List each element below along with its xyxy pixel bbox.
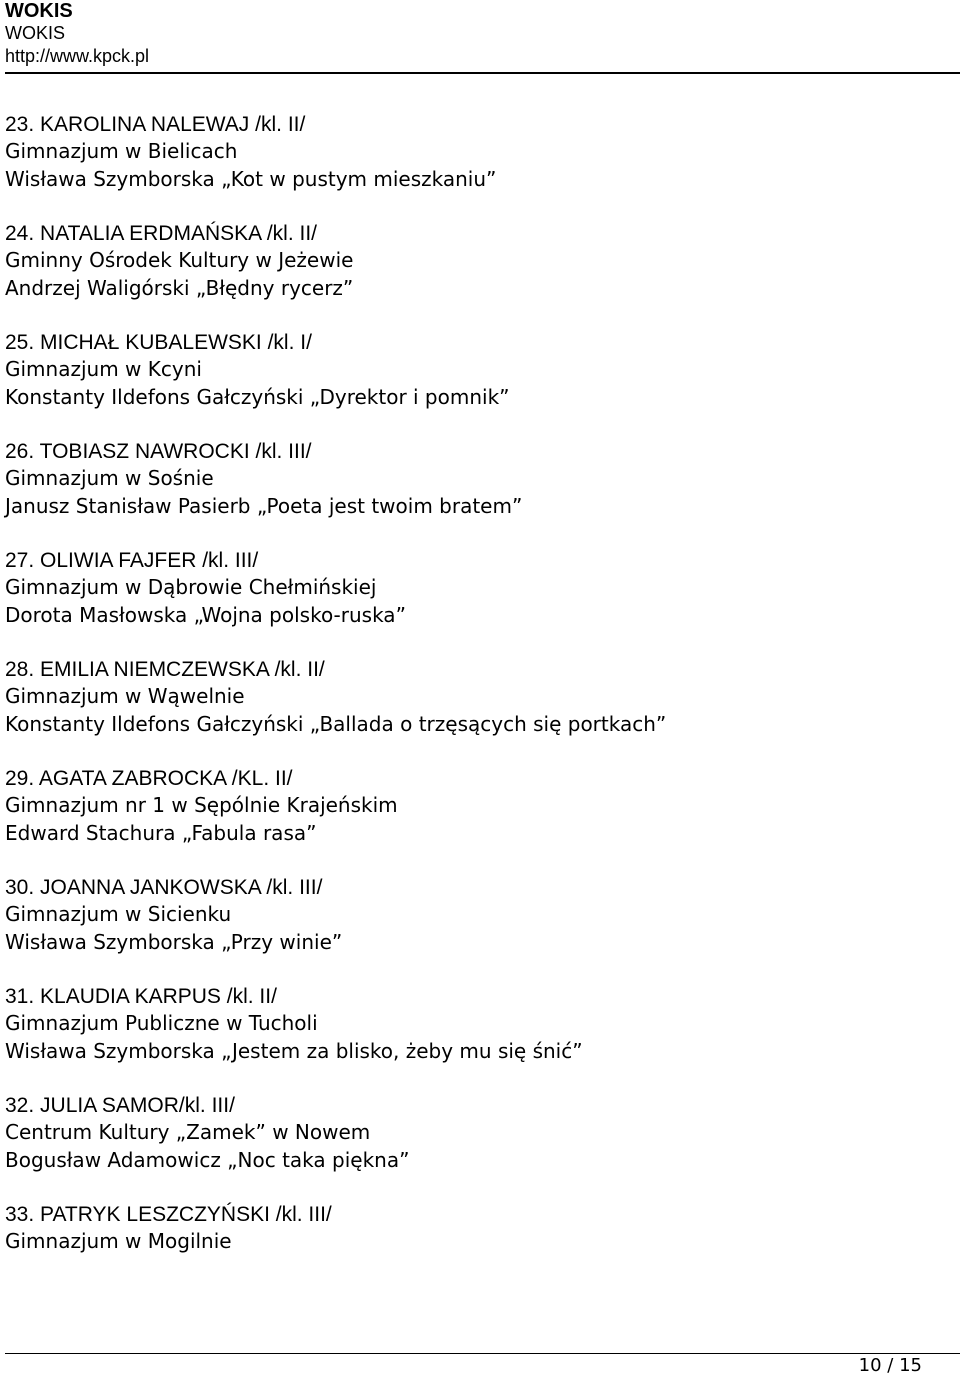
page-number: 10 / 15 xyxy=(858,1355,922,1376)
list-item xyxy=(5,983,955,1092)
participant-name: 23. KAROLINA NALEWAJ /kl. II/ xyxy=(5,113,306,136)
participant-work: Wisława Szymborska „Jestem za blisko, żeby mu się śnić” xyxy=(5,1038,583,1063)
participant-name: 33. PATRYK LESZCZYŃSKI /kl. III/ xyxy=(5,1203,332,1226)
participant-name: 24. NATALIA ERDMAŃSKA /kl. II/ xyxy=(5,222,317,245)
list-item xyxy=(5,874,955,983)
list-item xyxy=(5,220,955,329)
participant-institution: Gminny Ośrodek Kultury w Jeżewie xyxy=(5,248,354,273)
list-item xyxy=(5,547,955,656)
participant-institution: Gimnazjum w Mogilnie xyxy=(5,1229,232,1254)
participant-work: Edward Stachura „Fabula rasa” xyxy=(5,820,317,845)
participant-name: 30. JOANNA JANKOWSKA /kl. III/ xyxy=(5,876,323,899)
page-header xyxy=(5,0,955,68)
participant-name: 32. JULIA SAMOR/kl. III/ xyxy=(5,1094,235,1117)
participant-institution: Gimnazjum w Wąwelnie xyxy=(5,684,245,709)
participant-work: Konstanty Ildefons Gałczyński „Ballada o trzęsących się portkach” xyxy=(5,711,667,736)
participant-work: Wisława Szymborska „Przy winie” xyxy=(5,929,343,954)
entry-list xyxy=(5,111,955,1310)
site-url: http://www.kpck.pl xyxy=(5,46,150,66)
participant-work: Janusz Stanisław Pasierb „Poeta jest twoim bratem” xyxy=(5,493,523,518)
list-item xyxy=(5,111,955,220)
participant-institution: Gimnazjum w Kcyni xyxy=(5,357,202,382)
participant-name: 26. TOBIASZ NAWROCKI /kl. III/ xyxy=(5,440,312,463)
site-title: WOKIS xyxy=(5,0,73,22)
list-item xyxy=(5,765,955,874)
site-subtitle: WOKIS xyxy=(5,23,66,43)
participant-work: Wisława Szymborska „Kot w pustym mieszkaniu” xyxy=(5,166,497,191)
list-item xyxy=(5,329,955,438)
participant-institution: Gimnazjum w Dąbrowie Chełmińskiej xyxy=(5,575,377,600)
participant-work: Konstanty Ildefons Gałczyński „Dyrektor i pomnik” xyxy=(5,384,510,409)
list-item xyxy=(5,438,955,547)
participant-institution: Gimnazjum w Sicienku xyxy=(5,902,232,927)
participant-work: Andrzej Waligórski „Błędny rycerz” xyxy=(5,275,354,300)
participant-work: Dorota Masłowska „Wojna polsko-ruska” xyxy=(5,602,406,627)
participant-institution: Gimnazjum Publiczne w Tucholi xyxy=(5,1011,318,1036)
participant-institution: Gimnazjum nr 1 w Sępólnie Krajeńskim xyxy=(5,793,398,818)
footer-divider xyxy=(5,1353,960,1354)
participant-institution: Gimnazjum w Bielicach xyxy=(5,139,238,164)
participant-name: 29. AGATA ZABROCKA /KL. II/ xyxy=(5,767,293,790)
participant-institution: Centrum Kultury „Zamek” w Nowem xyxy=(5,1120,371,1145)
list-item xyxy=(5,1201,955,1310)
participant-work: Bogusław Adamowicz „Noc taka piękna” xyxy=(5,1147,410,1172)
participant-name: 28. EMILIA NIEMCZEWSKA /kl. II/ xyxy=(5,658,325,681)
participant-name: 25. MICHAŁ KUBALEWSKI /kl. I/ xyxy=(5,331,312,354)
participant-name: 27. OLIWIA FAJFER /kl. III/ xyxy=(5,549,259,572)
header-divider xyxy=(5,72,960,74)
participant-institution: Gimnazjum w Sośnie xyxy=(5,466,214,491)
list-item xyxy=(5,1092,955,1201)
list-item xyxy=(5,656,955,765)
participant-name: 31. KLAUDIA KARPUS /kl. II/ xyxy=(5,985,277,1008)
